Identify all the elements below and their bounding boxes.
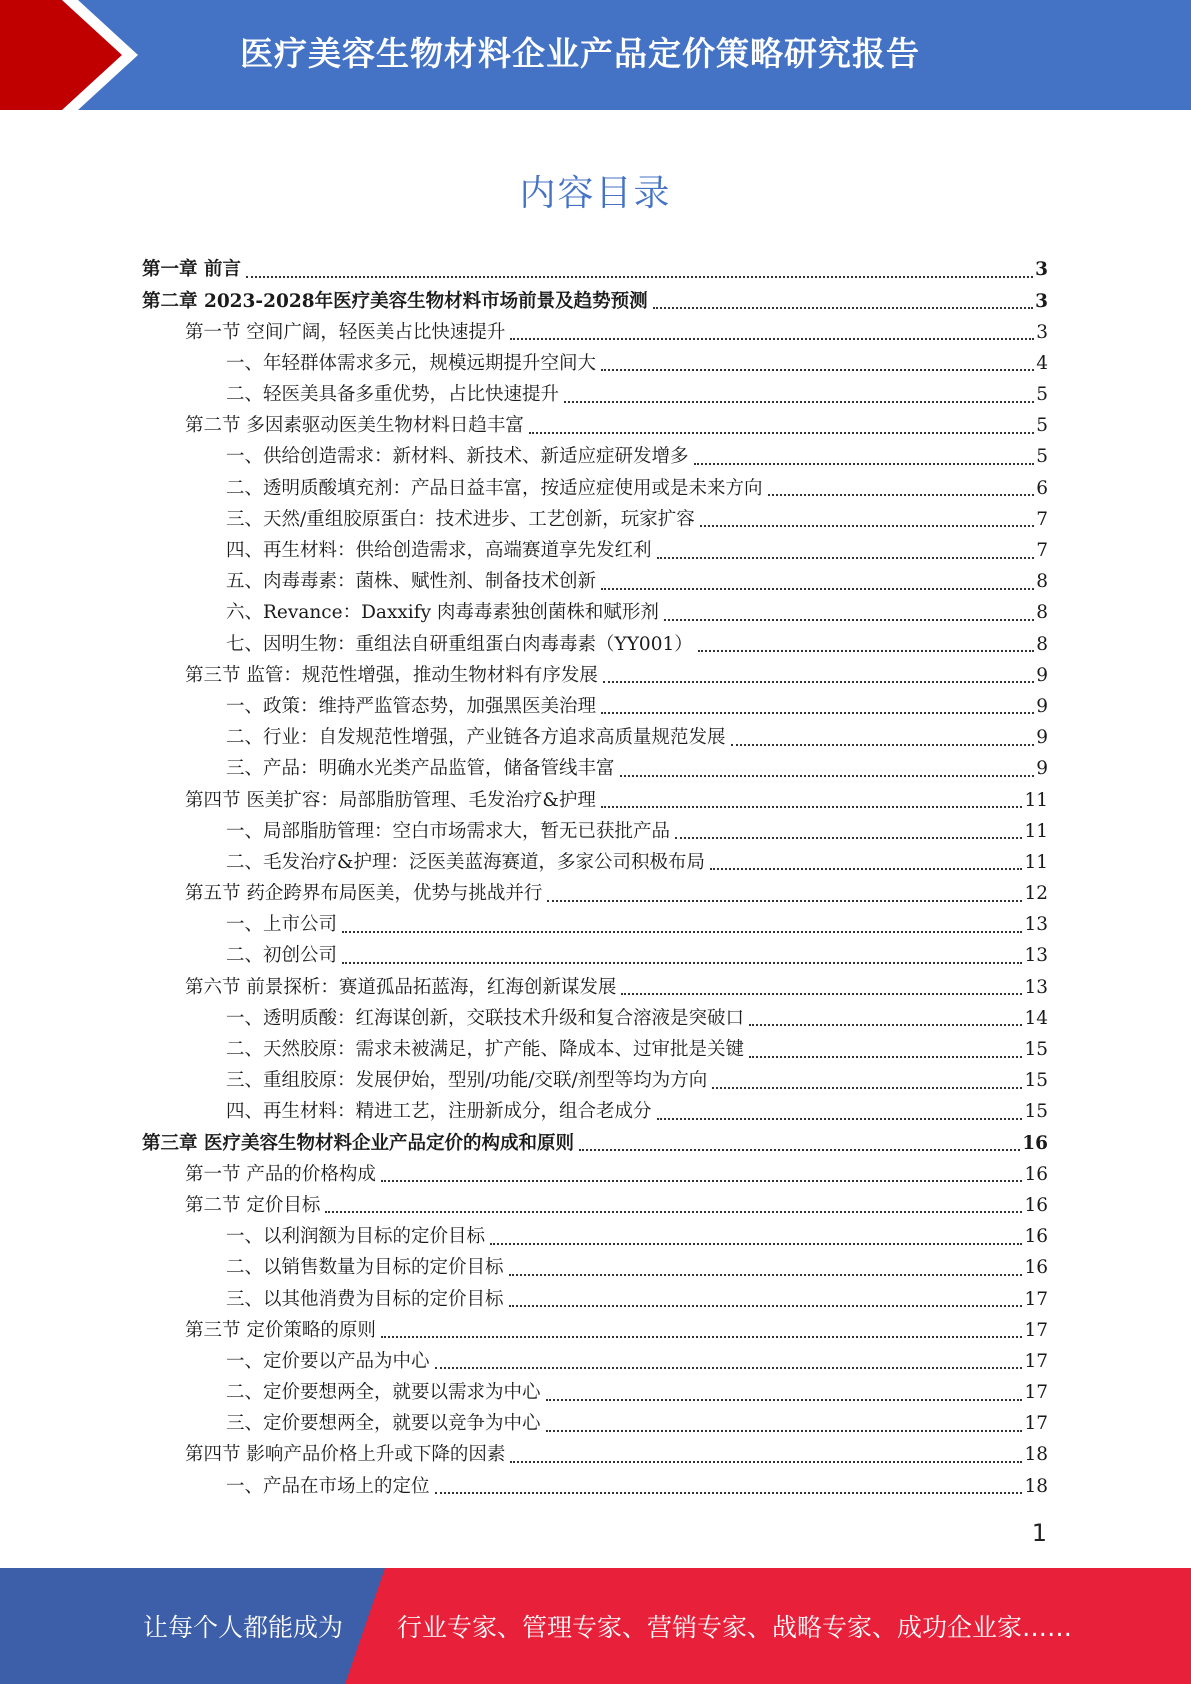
toc-entry-page: 9	[1036, 727, 1048, 749]
toc-entry[interactable]	[142, 941, 1048, 972]
report-title: 医疗美容生物材料企业产品定价策略研究报告	[240, 34, 920, 73]
toc-entry-page: 16	[1022, 1132, 1048, 1154]
toc-entry-title: 一、年轻群体需求多元，规模远期提升空间大	[226, 352, 597, 374]
toc-entry-page: 13	[1024, 945, 1048, 967]
toc-entry-title: 三、重组胶原：发展伊始，型别/功能/交联/剂型等均为方向	[226, 1070, 708, 1092]
toc-entry-title: 三、天然/重组胶原蛋白：技术进步、工艺创新，玩家扩容	[226, 508, 695, 530]
toc-leader-dots	[579, 1131, 1020, 1152]
toc-leader-dots	[664, 600, 1034, 621]
toc-entry[interactable]	[142, 1284, 1048, 1315]
toc-leader-dots	[490, 1224, 1022, 1245]
toc-entry-page: 15	[1024, 1101, 1048, 1123]
toc-entry-title: 第三节 监管：规范性增强，推动生物材料有序发展	[185, 664, 598, 686]
toc-entry[interactable]	[142, 380, 1048, 411]
toc-entry-page: 12	[1024, 883, 1048, 905]
toc-entry[interactable]	[142, 1191, 1048, 1222]
toc-leader-dots	[603, 663, 1034, 684]
toc-entry-title: 五、肉毒毒素：菌株、赋性剂、制备技术创新	[226, 571, 597, 593]
toc-entry[interactable]	[142, 972, 1048, 1003]
toc-entry[interactable]	[142, 473, 1048, 504]
toc-leader-dots	[768, 476, 1035, 497]
toc-entry[interactable]	[142, 1159, 1048, 1190]
toc-entry-page: 9	[1036, 664, 1048, 686]
toc-entry[interactable]	[142, 536, 1048, 567]
toc-entry-page: 18	[1024, 1475, 1048, 1497]
toc-entry[interactable]	[142, 660, 1048, 691]
toc-entry-title: 第六节 前景探析：赛道孤品拓蓝海，红海创新谋发展	[185, 976, 617, 998]
toc-entry[interactable]	[142, 1315, 1048, 1346]
header-banner	[0, 0, 1191, 110]
toc-leader-dots	[620, 756, 1035, 777]
toc-entry-title: 第二节 多因素驱动医美生物材料日趋丰富	[185, 415, 524, 437]
toc-leader-dots	[657, 1099, 1023, 1120]
toc-entry-title: 一、政策：维持严监管态势，加强黑医美治理	[226, 695, 597, 717]
toc-leader-dots	[564, 382, 1034, 403]
toc-entry-page: 4	[1036, 352, 1048, 374]
toc-entry[interactable]	[142, 1035, 1048, 1066]
toc-entry-title: 二、轻医美具备多重优势，占比快速提升	[226, 384, 560, 406]
toc-leader-dots	[710, 850, 1022, 871]
toc-entry[interactable]	[142, 816, 1048, 847]
toc-entry-page: 11	[1024, 789, 1048, 811]
toc-entry[interactable]	[142, 629, 1048, 660]
toc-entry[interactable]	[142, 1128, 1048, 1159]
toc-entry-title: 一、以利润额为目标的定价目标	[226, 1226, 486, 1248]
toc-entry[interactable]	[142, 754, 1048, 785]
toc-entry-title: 第一节 空间广阔，轻医美占比快速提升	[185, 321, 506, 343]
toc-entry-title: 二、初创公司	[226, 945, 338, 967]
toc-entry[interactable]	[142, 255, 1048, 286]
toc-entry-page: 6	[1036, 477, 1048, 499]
toc-entry[interactable]	[142, 1066, 1048, 1097]
toc-entry[interactable]	[142, 1222, 1048, 1253]
toc-leader-dots	[621, 975, 1022, 996]
toc-entry[interactable]	[142, 442, 1048, 473]
toc-leader-dots	[546, 1411, 1023, 1432]
toc-entry-title: 二、定价要想两全，就要以需求为中心	[226, 1382, 541, 1404]
toc-leader-dots	[601, 569, 1034, 590]
toc-entry-title: 三、定价要想两全，就要以竞争为中心	[226, 1413, 541, 1435]
toc-entry-title: 第一节 产品的价格构成	[185, 1163, 376, 1185]
toc-entry[interactable]	[142, 1440, 1048, 1471]
toc-entry-page: 9	[1036, 695, 1048, 717]
toc-entry-page: 18	[1024, 1444, 1048, 1466]
toc-leader-dots	[601, 351, 1034, 372]
toc-entry[interactable]	[142, 598, 1048, 629]
toc-entry-title: 第五节 药企跨界布局医美，优势与挑战并行	[185, 883, 543, 905]
toc-leader-dots	[601, 788, 1023, 809]
toc-entry-title: 二、以销售数量为目标的定价目标	[226, 1257, 504, 1279]
toc-entry[interactable]	[142, 879, 1048, 910]
toc-entry-page: 5	[1036, 384, 1048, 406]
toc-entry[interactable]	[142, 910, 1048, 941]
toc-leader-dots	[601, 694, 1034, 715]
footer-slogan-right: 行业专家、管理专家、营销专家、战略专家、成功企业家……	[397, 1613, 1073, 1642]
toc-entry-title: 第四节 医美扩容：局部脂肪管理、毛发治疗&护理	[185, 789, 596, 811]
toc-entry-title: 二、天然胶原：需求未被满足，扩产能、降成本、过审批是关键	[226, 1039, 745, 1061]
header-chevron-icon	[0, 0, 160, 110]
toc-entry-page: 17	[1024, 1319, 1048, 1341]
toc-entry-page: 7	[1036, 540, 1048, 562]
toc-entry-title: 一、透明质酸：红海谋创新，交联技术升级和复合溶液是突破口	[226, 1007, 745, 1029]
toc-entry-page: 7	[1036, 508, 1048, 530]
toc-entry-page: 5	[1036, 415, 1048, 437]
toc-leader-dots	[712, 1068, 1022, 1089]
toc-leader-dots	[749, 1037, 1022, 1058]
toc-entry[interactable]	[142, 1004, 1048, 1035]
toc-entry[interactable]	[142, 286, 1048, 317]
toc-entry-title: 一、上市公司	[226, 914, 338, 936]
toc-entry[interactable]	[142, 848, 1048, 879]
toc-entry-title: 三、以其他消费为目标的定价目标	[226, 1288, 504, 1310]
toc-entry-title: 第三节 定价策略的原则	[185, 1319, 376, 1341]
toc-leader-dots	[694, 444, 1035, 465]
toc-leader-dots	[547, 881, 1022, 902]
toc-entry[interactable]	[142, 723, 1048, 754]
toc-entry-title: 六、Revance：Daxxify 肉毒毒素独创菌株和赋形剂	[226, 602, 659, 624]
toc-leader-dots	[342, 943, 1022, 964]
toc-entry-title: 三、产品：明确水光类产品监管，储备管线丰富	[226, 758, 615, 780]
toc-leader-dots	[381, 1162, 1023, 1183]
toc-leader-dots	[675, 819, 1022, 840]
toc-entry-page: 17	[1024, 1413, 1048, 1435]
toc-heading: 内容目录	[519, 173, 672, 214]
toc-entry-page: 16	[1024, 1163, 1048, 1185]
toc-entry-page: 15	[1024, 1039, 1048, 1061]
toc-leader-dots	[509, 1287, 1023, 1308]
toc-entry[interactable]	[142, 1097, 1048, 1128]
toc-entry-page: 5	[1036, 446, 1048, 468]
toc-entry-page: 17	[1024, 1382, 1048, 1404]
toc-entry[interactable]	[142, 1253, 1048, 1284]
toc-entry-page: 3	[1035, 290, 1048, 312]
toc-entry-page: 13	[1024, 976, 1048, 998]
toc-entry[interactable]	[142, 317, 1048, 348]
toc-entry-page: 15	[1024, 1070, 1048, 1092]
toc-entry-title: 四、再生材料：供给创造需求，高端赛道享先发红利	[226, 540, 652, 562]
toc-entry-page: 3	[1035, 259, 1048, 281]
footer-slogan-left: 让每个人都能成为	[143, 1613, 344, 1642]
toc-leader-dots	[731, 725, 1035, 746]
toc-leader-dots	[342, 912, 1022, 933]
toc-entry-title: 一、供给创造需求：新材料、新技术、新适应症研发增多	[226, 446, 689, 468]
toc-leader-dots	[510, 1442, 1022, 1463]
toc-entry-title: 一、产品在市场上的定位	[226, 1475, 430, 1497]
toc-entry-page: 13	[1024, 914, 1048, 936]
toc-entry-page: 17	[1024, 1288, 1048, 1310]
toc-entry-title: 二、透明质酸填充剂：产品日益丰富，按适应症使用或是未来方向	[226, 477, 763, 499]
table-of-contents	[142, 255, 1048, 1503]
toc-entry-title: 第二节 定价目标	[185, 1194, 321, 1216]
toc-entry-title: 第四节 影响产品价格上升或下降的因素	[185, 1444, 506, 1466]
toc-leader-dots	[698, 632, 1034, 653]
toc-entry-page: 3	[1036, 321, 1048, 343]
toc-leader-dots	[653, 289, 1034, 310]
toc-entry-page: 8	[1036, 633, 1048, 655]
toc-entry[interactable]	[142, 411, 1048, 442]
toc-entry[interactable]	[142, 1471, 1048, 1502]
toc-entry-title: 第三章 医疗美容生物材料企业产品定价的构成和原则	[142, 1132, 574, 1154]
toc-leader-dots	[510, 320, 1034, 341]
toc-entry-page: 8	[1036, 602, 1048, 624]
toc-leader-dots	[657, 538, 1035, 559]
toc-entry[interactable]	[142, 567, 1048, 598]
toc-entry[interactable]	[142, 1347, 1048, 1378]
toc-entry-title: 一、局部脂肪管理：空白市场需求大，暂无已获批产品	[226, 820, 671, 842]
toc-leader-dots	[381, 1318, 1023, 1339]
toc-entry[interactable]	[142, 1409, 1048, 1440]
toc-entry-title: 七、因明生物：重组法自研重组蛋白肉毒毒素（YY001）	[226, 633, 693, 655]
toc-entry-page: 14	[1024, 1007, 1048, 1029]
toc-entry[interactable]	[142, 349, 1048, 380]
toc-leader-dots	[509, 1255, 1023, 1276]
toc-leader-dots	[325, 1193, 1022, 1214]
toc-entry[interactable]	[142, 505, 1048, 536]
toc-entry-page: 8	[1036, 571, 1048, 593]
toc-entry-page: 11	[1024, 820, 1048, 842]
toc-leader-dots	[529, 413, 1034, 434]
toc-entry-page: 9	[1036, 758, 1048, 780]
toc-entry-page: 16	[1024, 1226, 1048, 1248]
footer-banner	[0, 1568, 1191, 1684]
toc-leader-dots	[435, 1474, 1023, 1495]
toc-entry-title: 第二章 2023-2028年医疗美容生物材料市场前景及趋势预测	[142, 290, 648, 312]
toc-entry-title: 一、定价要以产品为中心	[226, 1350, 430, 1372]
toc-entry-title: 第一章 前言	[142, 259, 241, 281]
page-number: 1	[1031, 1519, 1047, 1547]
toc-entry-page: 16	[1024, 1257, 1048, 1279]
toc-entry-title: 二、行业：自发规范性增强，产业链各方追求高质量规范发展	[226, 727, 726, 749]
toc-entry[interactable]	[142, 692, 1048, 723]
toc-entry-page: 16	[1024, 1194, 1048, 1216]
toc-leader-dots	[435, 1349, 1023, 1370]
toc-entry-title: 四、再生材料：精进工艺，注册新成分，组合老成分	[226, 1101, 652, 1123]
toc-leader-dots	[700, 507, 1034, 528]
toc-entry[interactable]	[142, 785, 1048, 816]
toc-entry[interactable]	[142, 1378, 1048, 1409]
toc-entry-title: 二、毛发治疗&护理：泛医美蓝海赛道，多家公司积极布局	[226, 851, 705, 873]
toc-leader-dots	[749, 1006, 1022, 1027]
toc-entry-page: 17	[1024, 1350, 1048, 1372]
toc-leader-dots	[246, 257, 1033, 278]
toc-entry-page: 11	[1024, 851, 1048, 873]
toc-leader-dots	[546, 1380, 1023, 1401]
